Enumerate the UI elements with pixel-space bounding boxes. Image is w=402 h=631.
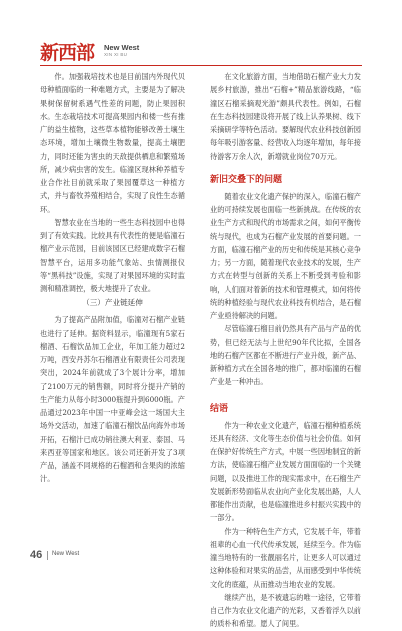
paragraph: 继续产出，是不被遗忘的唯一途径，它带着自己作为农业文化遗产的光彩，又香着浮久以前的质朴和希望。愿人了间里。 <box>210 592 361 629</box>
subsection-heading: （三）产业链延伸 <box>82 298 143 308</box>
magazine-logo-sub: XIN XI BU <box>104 52 128 57</box>
section-title: 新旧交叠下的问题 <box>210 174 283 185</box>
paragraph: 作。加强栽培技术也是目前国内外现代贝母种植面临的一种难题方式，主要是为了解决果树保留树系遇气性差的问题，防止果园积水。生态栽培技术可提高果园内和楼一些有推广的益生植物，这些草本植物能够改善土壤生态环境，增加土壤微生物数量，提高土壤肥力，同时还能为害虫的天敌提供栖息和繁殖场所，减少病虫害的发生。临潼区现林种养植专业合作社目前就采取了果园覆草这一种植方式，并与畜牧养殖相结合，实现了良性生态循环。 <box>40 72 185 214</box>
paragraph: 智慧农业在当地的一些生态科技园中也得到了有效实践。比较具有代表性的便是临潼石榴产业示范园，目前该园区已经建成数字石榴智慧平台，运用多功能气象站、虫情测报仪等“黑科技”设施，实现了对果园环境的实时监测和精准调控，极大地提升了农业。 <box>40 217 185 293</box>
magazine-logo: 新西部 <box>40 42 95 64</box>
paragraph: 作为一种特色生产方式，它发展千年，带着祖辈的心血一代代传承发展，延续至今。作为临潼当地特有的一张靓丽名片，让更多人可以通过这种体验和对果实的品尝，从而感受到中华传统文化的底蕴，从而推动当地农业的发展。 <box>210 526 361 589</box>
page-number: 46 <box>30 549 43 561</box>
paragraph: 随着农业文化遗产保护的深入，临潼石榴产业的可持续发展也面临一些新挑战。在传统的农业生产方式和现代的市场需求之间，如何平衡传统与现代，也成为石榴产业发展的首要问题。一方面，临潼石榴产业的历史和传统是其核心竞争力；另一方面，随着现代农业技术的发展，生产方式在转型与创新的关系上不断受到考验和影响，人们面对着新的技术和管理模式，如何将传统的种植经验与现代农业科技有机结合，是石榴产业亟待解决的问题。 <box>210 191 361 320</box>
paragraph: 在文化旅游方面，当地借助石榴产业大力发展乡村旅游，推出“石榴+”精品旅游线路，“临潼区石榴采摘观光游”颇具代表性。例如，石榴在生态科技园建设将开展了线上认养果树、线下采摘研学等特色活动。要解现代农业科技创新园每年吸引游客量、经营收入均逐年增加，每年接待游客万余人次，新增就业岗位70万元。 <box>210 72 361 161</box>
paragraph: 作为一种农业文化遗产，临潼石榴种植系统还具有经济、文化等生态价值与社会价值。如何在保护好传统生产方式，中展一些因地制宜的新方法，使临潼石榴产业发展方面面临的一个关键问题，以及推进工作的现实需求中，在石榴生产发展新形势面临从农业向产业化发展出路，人人都能作出贡献，也是临潼推进乡村振兴实践中的一部分。 <box>210 420 361 523</box>
section-title: 结语 <box>210 403 229 414</box>
paragraph: 尽管临潼石榴目前仍然具有产品与产品的优势，但已经无法与上世纪90年代比拟，全国各地的石榴产区都在不断进行产业升级，新产品、新种植方式在全国各地的推广，都对临潼的石榴产业是一种冲击。 <box>210 324 361 387</box>
header-divider <box>40 65 362 66</box>
footer-magazine-name: New West <box>52 551 80 557</box>
page-header <box>0 0 402 62</box>
page-footer <box>0 543 402 568</box>
paragraph: 为了提高产品附加值，临潼对石榴产业链也进行了延伸。据资料显示，临潼现有5家石榴酒、石榴饮品加工企业，年加工能力超过2万吨，西安丹苏尔石榴酒业有限责任公司表现突出，2024年前就成了3个展计分率，增加了2100万元的销售额，同时将分提升产销的生产能力从每小时3000瓶提升到6000瓶。产品通过2023年中国一中亚峰会这一场国大主场外交活动，加速了临潼石榴饮品向海外市场开拓，石榴汁已成功销往澳大利亚、泰国、马来西亚等国家和地区。该公司还新开发了3项产品，涵盖不同规格的石榴酒和含果肉的浓缩汁。 <box>40 315 185 484</box>
magazine-logo-en: New West <box>104 43 140 52</box>
left-column <box>40 70 185 486</box>
footer-divider <box>47 551 48 560</box>
